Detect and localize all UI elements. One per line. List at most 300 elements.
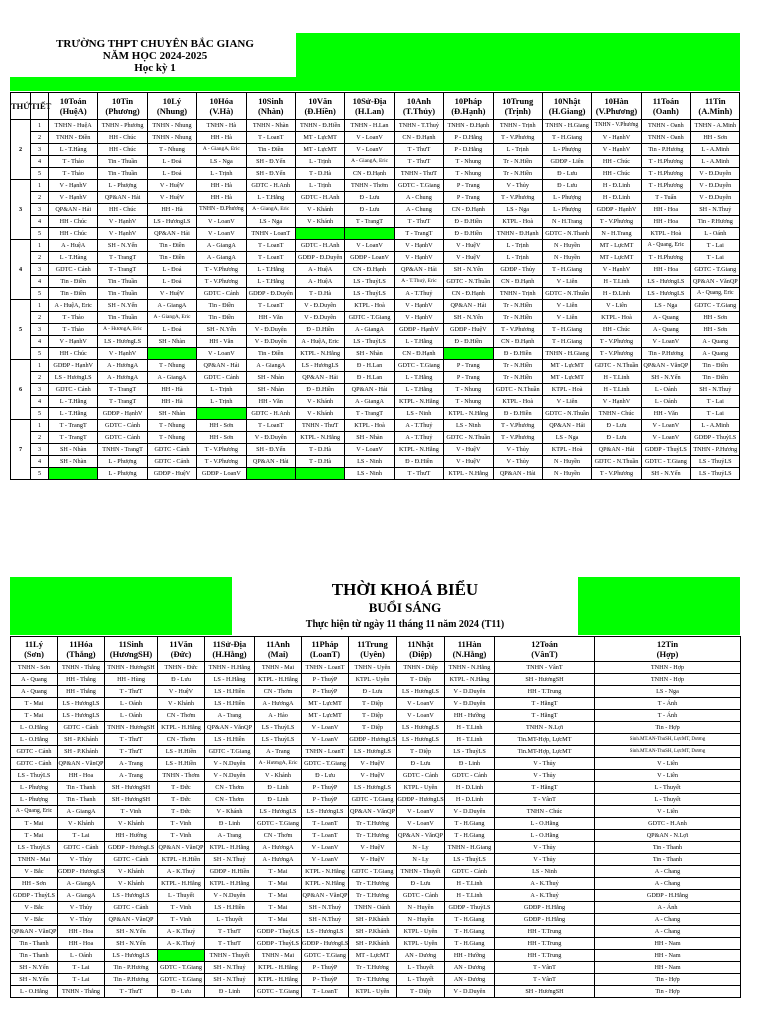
lesson-cell: L - T.Hàng <box>49 252 98 264</box>
table-row <box>11 456 740 468</box>
lesson-cell: V - HuệV <box>444 444 493 456</box>
lesson-cell: KTPL - Uyên <box>349 986 397 998</box>
lesson-cell: V - HạnhV <box>592 132 641 144</box>
lesson-cell: A - HươngA <box>255 842 302 854</box>
lesson-cell: A - T.Thuỷ, Eric <box>394 276 443 288</box>
lesson-cell: T - Mai <box>11 818 58 830</box>
class-header <box>691 93 740 120</box>
lesson-cell: LS - HươngLS <box>295 360 344 372</box>
lesson-cell: A - Quang <box>691 348 740 360</box>
table-row <box>11 950 741 962</box>
lesson-cell: N - H.Trang <box>542 216 591 228</box>
lesson-cell: A - Trang <box>255 746 302 758</box>
lesson-cell: V - LoanV <box>397 818 445 830</box>
lesson-cell: V - Thủy <box>58 854 105 866</box>
lesson-cell: A - Trang <box>105 770 158 782</box>
lesson-cell: T - D.Hà <box>295 288 344 300</box>
lesson-cell: A - HươngA <box>255 698 302 710</box>
lesson-cell: L - Thuyết <box>397 974 445 986</box>
lesson-cell <box>197 408 246 420</box>
lesson-cell: CN - Đ.Hạnh <box>444 204 493 216</box>
lesson-cell: V - HuệV <box>147 192 196 204</box>
lesson-cell: V - LoanV <box>302 854 349 866</box>
lesson-cell: N - Huyền <box>542 468 591 480</box>
lesson-cell: L - A.Minh <box>691 144 740 156</box>
lesson-cell: LS - Nga <box>595 686 741 698</box>
lesson-cell: V - HuệV <box>444 252 493 264</box>
period-cell: 4 <box>31 156 49 168</box>
table-row <box>11 938 741 950</box>
lesson-cell: HH - Chúc <box>98 132 147 144</box>
lesson-cell: TNHN - Oánh <box>349 902 397 914</box>
lesson-cell: TNHN - Chúc <box>592 408 641 420</box>
day-column-header: THỨ <box>11 93 31 120</box>
class-header <box>641 93 690 120</box>
table-row <box>11 312 740 324</box>
lesson-cell: V - Khánh <box>295 204 344 216</box>
lesson-cell: L - Đoá <box>147 264 196 276</box>
lesson-cell: QP&AN - Hải <box>246 456 295 468</box>
lesson-cell: HH - Nam <box>595 962 741 974</box>
lesson-cell: N - H.Trang <box>592 228 641 240</box>
lesson-cell: HH - Hà <box>147 396 196 408</box>
lesson-cell: QP&AN - Hải <box>345 384 394 396</box>
lesson-cell: T - Vinh <box>105 806 158 818</box>
lesson-cell: SH - Đ.Yến <box>246 156 295 168</box>
lesson-cell: GDTC - Cảnh <box>49 384 98 396</box>
homeroom-teacher: (HươngSH) <box>109 649 153 659</box>
lesson-cell <box>147 348 196 360</box>
class-header <box>302 637 349 662</box>
lesson-cell: TNHN - Đ.Hạnh <box>444 120 493 132</box>
lesson-cell: T - ThưT <box>105 734 158 746</box>
lesson-cell: LS - Nga <box>493 204 542 216</box>
lesson-cell: V - Đ.Duyên <box>445 698 495 710</box>
class-name: 10Văn <box>308 96 332 106</box>
lesson-cell: SH - N.Yến <box>105 926 158 938</box>
lesson-cell: V - Liên <box>542 300 591 312</box>
homeroom-teacher: (Hợp) <box>656 649 679 659</box>
lesson-cell: V - HạnhV <box>98 348 147 360</box>
lesson-cell: LS - HươngLS <box>105 950 158 962</box>
lesson-cell: Tin - Thanh <box>58 794 105 806</box>
lesson-cell: KTPL - Hoà <box>345 420 394 432</box>
lesson-cell: TNHN - Phương <box>98 120 147 132</box>
lesson-cell: GDTC - T.Giang <box>691 264 740 276</box>
lesson-cell: T - VânT <box>495 794 595 806</box>
lesson-cell: L - Oánh <box>641 384 690 396</box>
lesson-cell: LS - Ninh <box>345 456 394 468</box>
lesson-cell: AN - Dương <box>445 974 495 986</box>
lesson-cell: A - K.Thuỷ <box>495 878 595 890</box>
lesson-cell: A - K.Thuỷ <box>158 926 205 938</box>
lesson-cell: Tr - T.Hương <box>349 890 397 902</box>
lesson-cell: L - Phượng <box>98 456 147 468</box>
lesson-cell: HH - Văn <box>197 336 246 348</box>
lesson-cell: GDTC - Cảnh <box>49 264 98 276</box>
lesson-cell: LS - HươngLS <box>105 890 158 902</box>
lesson-cell: LS - HươngLS <box>302 926 349 938</box>
lesson-cell: Tin - Thanh <box>58 782 105 794</box>
lesson-cell: LS - HươngLS <box>397 722 445 734</box>
lesson-cell: TNHN - A.Minh <box>691 120 740 132</box>
lesson-cell: HH - Chúc <box>592 324 641 336</box>
lesson-cell: LS - HươngLS <box>147 216 196 228</box>
lesson-cell: T - TrangT <box>345 408 394 420</box>
lesson-cell: L - O.Hằng <box>11 722 58 734</box>
table-row <box>11 156 740 168</box>
lesson-cell: Đ - Đ.Hiền <box>493 408 542 420</box>
lesson-cell: L - T.Hằng <box>246 264 295 276</box>
lesson-cell: A - T.Thuỷ <box>394 288 443 300</box>
lesson-cell: L - Trịnh <box>493 240 542 252</box>
lesson-cell: T - TrangT <box>98 384 147 396</box>
table-row <box>11 348 740 360</box>
lesson-cell: A - HuệA, Eric <box>49 300 98 312</box>
lesson-cell: CN - Thơm <box>255 686 302 698</box>
lesson-cell: TNHN - HuệA <box>49 120 98 132</box>
lesson-cell: T - H.Giang <box>542 324 591 336</box>
lesson-cell: T - Thảo <box>49 312 98 324</box>
lesson-cell: GDĐP - H.Hằng <box>495 914 595 926</box>
lesson-cell: A - GiangA <box>147 372 196 384</box>
class-header <box>58 637 105 662</box>
lesson-cell: Tr - N.Hiền <box>493 168 542 180</box>
table-row <box>11 818 741 830</box>
lesson-cell: Sinh.MT.AN-ThuSH, LựcMT, Dương <box>595 746 741 758</box>
lesson-cell: T - Mai <box>11 710 58 722</box>
lesson-cell: A - GiangA <box>345 396 394 408</box>
lesson-cell: L - Phượng <box>98 180 147 192</box>
lesson-cell: A - HuệA <box>49 240 98 252</box>
lesson-cell: V - HuệV <box>444 456 493 468</box>
lesson-cell: Tin - Thanh <box>11 938 58 950</box>
lesson-cell: N - Huyền <box>542 456 591 468</box>
lesson-cell: L - T.Hằng <box>49 396 98 408</box>
homeroom-teacher: (H.Giang) <box>548 106 586 116</box>
lesson-cell: Tin - P.Hương <box>641 144 690 156</box>
lesson-cell: GDTC - T.Giang <box>345 312 394 324</box>
lesson-cell: QP&AN - VănQP <box>397 830 445 842</box>
lesson-cell: KTPL - Hoà <box>542 384 591 396</box>
class-header <box>397 637 445 662</box>
lesson-cell: LS - HươngLS <box>302 806 349 818</box>
lesson-cell: TNHN - H.Lan <box>345 120 394 132</box>
lesson-cell: LS - HươngLS <box>255 806 302 818</box>
lesson-cell: SH - P.Khánh <box>349 926 397 938</box>
lesson-cell: A - HuệA <box>295 276 344 288</box>
lesson-cell: Tin - Điền <box>197 312 246 324</box>
lesson-cell: Tin - Thuần <box>98 168 147 180</box>
lesson-cell: A - Quang, Eric <box>641 240 690 252</box>
lesson-cell: V - LoanV <box>397 698 445 710</box>
lesson-cell: T - Lai <box>691 252 740 264</box>
lesson-cell: HH - Hùng <box>105 674 158 686</box>
lesson-cell: MT - LựcMT <box>295 132 344 144</box>
lesson-cell: GDTC - T.Giang <box>349 866 397 878</box>
lesson-cell: T - ThưT <box>394 144 443 156</box>
class-header <box>445 637 495 662</box>
class-name: 10Trung <box>502 96 534 106</box>
class-header <box>158 637 205 662</box>
period-cell: 5 <box>31 468 49 480</box>
table-row <box>11 228 740 240</box>
schedule-session: BUỔI SÁNG <box>368 600 442 615</box>
lesson-cell: V - Đ.Duyên <box>246 324 295 336</box>
lesson-cell: LS - Nga <box>197 156 246 168</box>
lesson-cell: H - Đ.Linh <box>592 288 641 300</box>
lesson-cell: TNHN - Điền <box>49 132 98 144</box>
lesson-cell: Tin - Điền <box>197 300 246 312</box>
lesson-cell: V - LoanV <box>641 336 690 348</box>
lesson-cell: L - Thuyết <box>397 962 445 974</box>
lesson-cell: GDĐP - ThuỷLS <box>11 890 58 902</box>
lesson-cell: V - Thủy <box>493 444 542 456</box>
lesson-cell: SH - N.Yến <box>444 264 493 276</box>
lesson-cell: T - Nhung <box>444 384 493 396</box>
lesson-cell: A - HươngA, Eric <box>98 324 147 336</box>
lesson-cell: L - T.Hằng <box>246 192 295 204</box>
lesson-cell: SH - HươngSH <box>105 782 158 794</box>
lesson-cell: HH - Thắng <box>58 674 105 686</box>
lesson-cell: L - T.Hàng <box>49 144 98 156</box>
class-name: 12Toán <box>531 639 558 649</box>
lesson-cell: V - LoanV <box>641 432 690 444</box>
lesson-cell: V - Liên <box>592 300 641 312</box>
table-row <box>11 770 741 782</box>
period-cell: 4 <box>31 456 49 468</box>
lesson-cell: LS - ThuỷLS <box>445 746 495 758</box>
lesson-cell: L - Trịnh <box>197 396 246 408</box>
lesson-cell: T - V.Phương <box>493 432 542 444</box>
lesson-cell: KTPL - H.Hiền <box>158 854 205 866</box>
lesson-cell: SH - N.Thuỷ <box>205 962 255 974</box>
lesson-cell: H - Đ.Linh <box>592 192 641 204</box>
lesson-cell: SH - Nhàn <box>147 336 196 348</box>
lesson-cell: A - GiangA <box>58 806 105 818</box>
lesson-cell: GDTC - T.Giang <box>205 746 255 758</box>
lesson-cell: LS - Nga <box>542 432 591 444</box>
class-name: 11Tin <box>704 96 726 106</box>
lesson-cell: KTPL - Uyên <box>397 938 445 950</box>
lesson-cell: LS - HươngLS <box>49 372 98 384</box>
lesson-cell: Đ - Lưu <box>345 204 394 216</box>
lesson-cell: HH - T.Trung <box>495 938 595 950</box>
lesson-cell: SH - Nhàn <box>345 348 394 360</box>
table-row <box>11 396 740 408</box>
lesson-cell: V - Khánh <box>295 216 344 228</box>
class-header <box>542 93 591 120</box>
table-row <box>11 300 740 312</box>
lesson-cell: GDĐP - Đ.Duyên <box>295 252 344 264</box>
table-row <box>11 902 741 914</box>
lesson-cell: T - V.Phương <box>197 444 246 456</box>
lesson-cell: T - Nhung <box>444 396 493 408</box>
lesson-cell: KTPL - H.Hằng <box>255 974 302 986</box>
lesson-cell: P - ThuỷP <box>302 794 349 806</box>
lesson-cell: T - Lai <box>58 974 105 986</box>
lesson-cell: GDTC - N.Thuần <box>444 276 493 288</box>
lesson-cell: LS - H.Hằng <box>205 674 255 686</box>
lesson-cell: L - O.Hằng <box>495 830 595 842</box>
lesson-cell: P - ThuỷP <box>302 674 349 686</box>
lesson-cell: T - TrangT <box>49 432 98 444</box>
class-header <box>11 637 58 662</box>
lesson-cell: CN - Thơm <box>255 830 302 842</box>
homeroom-teacher: (Nhung) <box>156 106 188 116</box>
lesson-cell: TNHN - Chúc <box>495 806 595 818</box>
lesson-cell: TNHN - Đ.Phương <box>197 204 246 216</box>
table-row <box>11 252 740 264</box>
lesson-cell: T - Tuấn <box>641 192 690 204</box>
class-name: 11Pháp <box>311 639 339 649</box>
table-row <box>11 168 740 180</box>
lesson-cell: T - Đức <box>158 794 205 806</box>
lesson-cell: KTPL - N.Hằng <box>295 348 344 360</box>
lesson-cell: GDĐP - HuệV <box>444 324 493 336</box>
table-row <box>11 866 741 878</box>
lesson-cell: GDĐP - HươngLS <box>58 866 105 878</box>
period-cell: 2 <box>31 192 49 204</box>
lesson-cell: V - Đ.Duyên <box>691 180 740 192</box>
table-row <box>11 180 740 192</box>
lesson-cell: V - HuệV <box>158 686 205 698</box>
lesson-cell: TNHN - H.Hằng <box>205 662 255 674</box>
lesson-cell: L - Thuyết <box>595 794 741 806</box>
lesson-cell: L - Phượng <box>542 204 591 216</box>
lesson-cell: L - Oánh <box>58 950 105 962</box>
lesson-cell: A - Quang <box>641 324 690 336</box>
lesson-cell: V - Đ.Duyên <box>295 312 344 324</box>
class-name: 11Sử-Địa <box>212 639 247 649</box>
lesson-cell: V - Thủy <box>495 842 595 854</box>
lesson-cell: LS - ThuỷLS <box>691 468 740 480</box>
lesson-cell: V - HạnhV <box>49 336 98 348</box>
lesson-cell: T - Lai <box>691 408 740 420</box>
lesson-cell: SH - Nhàn <box>147 408 196 420</box>
lesson-cell: T - Diệp <box>349 710 397 722</box>
lesson-cell: KTPL - Uyên <box>349 674 397 686</box>
lesson-cell: GDTC - Cảnh <box>58 722 105 734</box>
lesson-cell: GDTC - N.Thanh <box>542 228 591 240</box>
lesson-cell: QP&AN - VănQP <box>302 890 349 902</box>
lesson-cell: Đ - Linh <box>205 818 255 830</box>
lesson-cell: TNHN - Mai <box>255 662 302 674</box>
lesson-cell: GDTC - Cảnh <box>397 770 445 782</box>
lesson-cell: GDTC - Cảnh <box>147 456 196 468</box>
lesson-cell: GDĐP - ThuỷLS <box>641 444 690 456</box>
period-cell: 3 <box>31 144 49 156</box>
lesson-cell: T - H.Phương <box>641 180 690 192</box>
lesson-cell: SH - Nhàn <box>246 384 295 396</box>
lesson-cell: SH - HươngSH <box>495 674 595 686</box>
lesson-cell: HH - Sơn <box>197 420 246 432</box>
period-cell: 1 <box>31 240 49 252</box>
lesson-cell: CN - Đ.Hạnh <box>493 336 542 348</box>
lesson-cell: T - TrangT <box>345 216 394 228</box>
lesson-cell: KTPL - Hoà <box>493 216 542 228</box>
lesson-cell: T - Mai <box>255 890 302 902</box>
lesson-cell: H - T.Linh <box>445 878 495 890</box>
lesson-cell: Đ - Đ.Hiền <box>444 216 493 228</box>
lesson-cell <box>246 468 295 480</box>
lesson-cell: CN - Thơm <box>158 710 205 722</box>
lesson-cell: Tin.MT-Hợp, LựcMT <box>495 734 595 746</box>
lesson-cell: A - GiangA <box>147 300 196 312</box>
lesson-cell: GDĐP - HạnhV <box>394 324 443 336</box>
class-name: 10Nhật <box>553 96 581 106</box>
lesson-cell: V - Thủy <box>493 180 542 192</box>
lesson-cell <box>444 348 493 360</box>
lesson-cell: A - Chang <box>595 914 741 926</box>
lesson-cell: H - T.Linh <box>445 734 495 746</box>
lesson-cell: GDĐP - HươngLS <box>105 842 158 854</box>
lesson-cell: KTPL - Uyên <box>397 782 445 794</box>
lesson-cell: V - Đ.Duyên <box>691 168 740 180</box>
lesson-cell <box>295 468 344 480</box>
lesson-cell: LS - Ninh <box>345 468 394 480</box>
lesson-cell: KTPL - Hoà <box>592 312 641 324</box>
table-row <box>11 722 741 734</box>
lesson-cell: Đ - Lưu <box>542 168 591 180</box>
lesson-cell: KTPL - N.Hằng <box>444 468 493 480</box>
lesson-cell: QP&AN - Hải <box>444 300 493 312</box>
lesson-cell: L - T.Hằng <box>246 276 295 288</box>
period-cell: 3 <box>31 384 49 396</box>
lesson-cell: Tin - P.Hương <box>105 962 158 974</box>
lesson-cell: T - Diệp <box>349 722 397 734</box>
lesson-cell: HH - Chúc <box>98 144 147 156</box>
lesson-cell: Đ - Lưu <box>542 180 591 192</box>
lesson-cell: GDĐP - HạnhV <box>49 360 98 372</box>
table-row <box>11 746 741 758</box>
lesson-cell: A - GiangA <box>58 878 105 890</box>
homeroom-teacher: (Đức) <box>170 649 192 659</box>
lesson-cell: TNHN - Đ.Hạnh <box>493 228 542 240</box>
period-cell: 4 <box>31 216 49 228</box>
lesson-cell: L - Thuyết <box>595 782 741 794</box>
lesson-cell: T - ThưT <box>105 986 158 998</box>
lesson-cell: TNHN - V.Phương <box>592 120 641 132</box>
lesson-cell: LS - H.Hiền <box>205 902 255 914</box>
lesson-cell: L - Phượng <box>542 144 591 156</box>
lesson-cell: TNHN - Nhung <box>147 132 196 144</box>
lesson-cell: T - V.Phương <box>493 324 542 336</box>
lesson-cell: A - T.Thuỷ <box>394 432 443 444</box>
lesson-cell: V - HạnhV <box>394 240 443 252</box>
lesson-cell: Tin - Điền <box>49 276 98 288</box>
lesson-cell: V - Liên <box>595 770 741 782</box>
lesson-cell: LS - Nga <box>641 300 690 312</box>
lesson-cell: QP&AN - VănQP <box>691 276 740 288</box>
lesson-cell: GDĐP - H.Hằng <box>595 890 741 902</box>
lesson-cell: TNHN - H.Giang <box>542 120 591 132</box>
lesson-cell: A - Chang <box>595 878 741 890</box>
lesson-cell: GDTC - Cảnh <box>98 420 147 432</box>
lesson-cell: V - Đ.Duyên <box>691 192 740 204</box>
lesson-cell: V - LoanV <box>302 722 349 734</box>
lesson-cell: CN - Đ.Hạnh <box>394 132 443 144</box>
lesson-cell: MT - LựcMT <box>542 360 591 372</box>
lesson-cell: GDĐP - HuệV <box>147 468 196 480</box>
lesson-cell: A - HươngA <box>255 854 302 866</box>
lesson-cell: A - K.Thuỷ <box>158 938 205 950</box>
lesson-cell: Tin - Thuần <box>98 276 147 288</box>
period-cell: 1 <box>31 180 49 192</box>
lesson-cell: TNHN - Trịnh <box>493 120 542 132</box>
lesson-cell: LS - ThuỷLS <box>11 770 58 782</box>
class-name: 10Hàn <box>604 96 629 106</box>
